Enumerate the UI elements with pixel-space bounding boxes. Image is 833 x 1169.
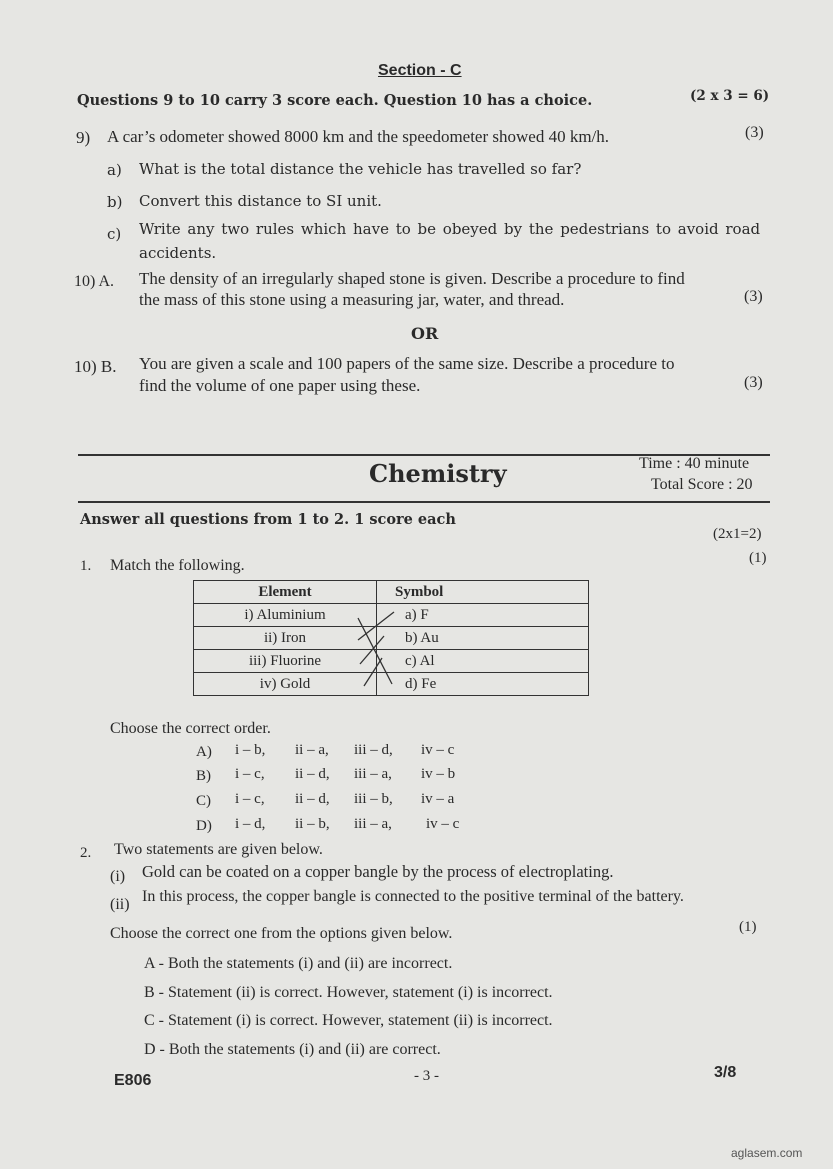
element-cell: iv) Gold [194,673,377,696]
chemistry-bottom-rule [78,501,770,503]
element-cell: iii) Fluorine [194,650,377,673]
header-symbol: Symbol [377,581,589,604]
option-col: ii – b, [295,816,330,832]
option-col: i – b, [235,742,266,758]
q1-text: Match the following. [110,557,245,574]
q1-choose: Choose the correct order. [110,720,271,737]
handwritten-matching-lines [350,606,400,692]
q9c-text-cont: accidents. [139,244,217,262]
q9a-label: a) [107,161,122,179]
page-fraction: 3/8 [714,1064,737,1081]
chemistry-instructions: Answer all questions from 1 to 2. 1 score each [80,511,456,528]
statement-text: Gold can be coated on a copper bangle by the process of electroplating. [142,862,614,881]
q2-text: Two statements are given below. [114,841,323,858]
option-col: ii – d, [295,766,330,782]
q2-number: 2. [80,845,92,861]
q9-score: (3) [745,124,764,141]
option-col: iv – c [421,742,455,758]
q9a-text: What is the total distance the vehicle has travelled so far? [139,160,582,178]
option-col: iv – c [426,816,460,832]
option-label: D) [196,818,212,834]
option-col: ii – a, [295,742,329,758]
q2-option-c: C - Statement (i) is correct. However, statement (ii) is incorrect. [144,1012,553,1029]
statement-label: (i) [110,868,126,885]
option-col: iii – d, [354,742,393,758]
section-score-formula: (2 x 3 = 6) [690,88,770,104]
chemistry-title: Chemistry [369,459,507,488]
or-divider: OR [411,324,439,343]
option-col: i – c, [235,791,265,807]
q10b-score: (3) [744,374,763,391]
option-col: iv – a [421,791,455,807]
chemistry-score-formula: (2x1=2) [713,526,762,542]
q9-text: A car’s odometer showed 8000 km and the speedometer showed 40 km/h. [107,127,610,146]
element-cell: ii) Iron [194,627,377,650]
q10b-line2: find the volume of one paper using these. [139,376,421,395]
q10a-line2: the mass of this stone using a measuring jar, water, and thread. [139,290,565,309]
option-col: iii – a, [354,816,392,832]
option-label: C) [196,793,211,809]
q9b-text: Convert this distance to SI unit. [139,192,382,210]
q1-score: (1) [749,550,767,566]
paper-code: E806 [114,1072,152,1089]
q10b-line1: You are given a scale and 100 papers of the same size. Describe a procedure to [139,354,675,373]
option-col: iv – b [421,766,456,782]
match-table-header [194,581,589,604]
symbol-cell: a) F [377,604,589,627]
q10a-line1: The density of an irregularly shaped stone is given. Describe a procedure to find [139,269,685,288]
q9b-label: b) [107,193,123,211]
header-element: Element [194,581,377,604]
q2-option-b: B - Statement (ii) is correct. However, statement (i) is incorrect. [144,984,553,1001]
option-col: i – c, [235,766,265,782]
symbol-cell: d) Fe [377,673,589,696]
q10a-number: 10) A. [74,273,114,290]
symbol-cell: b) Au [377,627,589,650]
symbol-cell: c) Al [377,650,589,673]
option-label: B) [196,768,211,784]
element-cell: i) Aluminium [194,604,377,627]
q9-number: 9) [76,128,91,147]
option-col: i – d, [235,816,266,832]
q1-number: 1. [80,558,92,574]
q2-option-a: A - Both the statements (i) and (ii) are incorrect. [144,955,453,972]
section-instructions: Questions 9 to 10 carry 3 score each. Question 10 has a choice. [77,92,593,109]
watermark: aglasem.com [731,1146,803,1160]
q2-option-d: D - Both the statements (i) and (ii) are correct. [144,1041,441,1058]
option-col: iii – b, [354,791,393,807]
option-label: A) [196,744,212,760]
q2-score: (1) [739,919,757,935]
statement-label: (ii) [110,896,130,913]
page-number: - 3 - [414,1068,439,1084]
chemistry-total-score: Total Score : 20 [651,476,753,493]
q9c-label: c) [107,225,122,243]
q9c-text: Write any two rules which have to be obeyed by the pedestrians to avoid road [139,220,761,238]
chemistry-time: Time : 40 minute [639,455,750,472]
q10b-number: 10) B. [74,357,117,376]
section-title: Section - C [378,62,462,79]
statement-text: In this process, the copper bangle is connected to the positive terminal of the battery. [142,888,684,905]
option-col: ii – d, [295,791,330,807]
q10a-score: (3) [744,288,763,305]
option-col: iii – a, [354,766,392,782]
q2-choose: Choose the correct one from the options given below. [110,925,453,942]
